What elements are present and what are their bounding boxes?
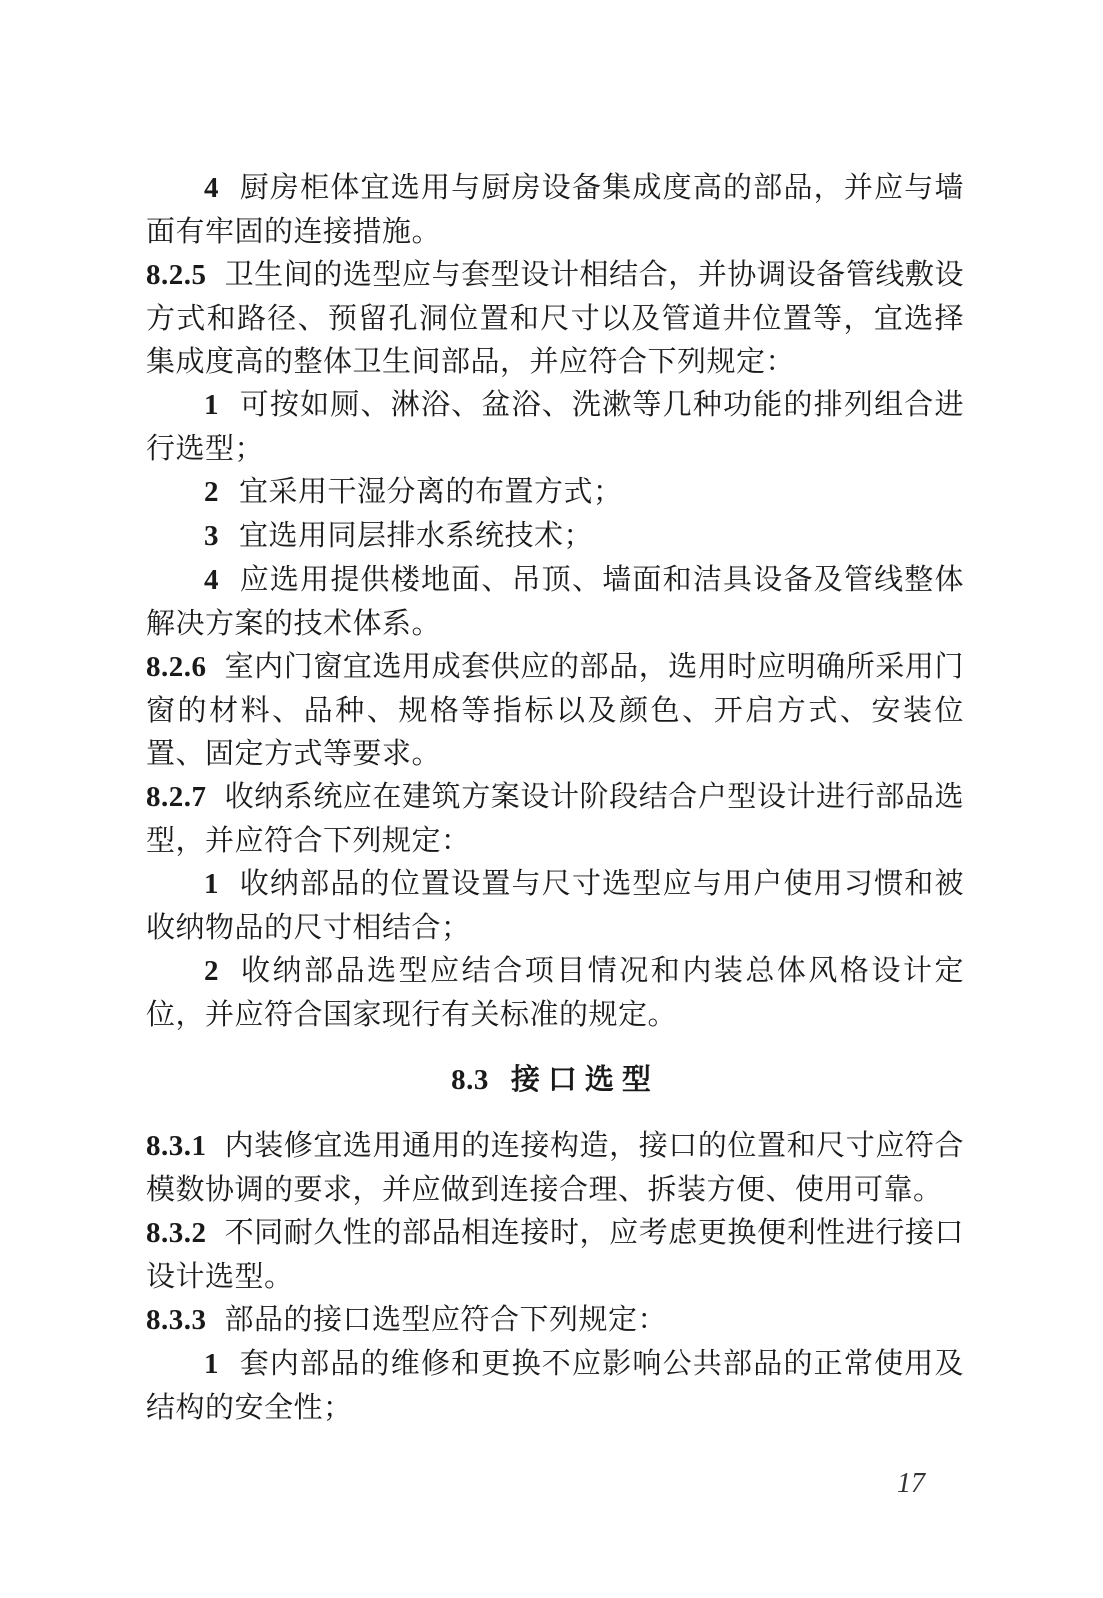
item-number: 2 bbox=[204, 476, 219, 508]
clause-number: 8.3.2 bbox=[146, 1217, 207, 1249]
section-heading bbox=[146, 1058, 964, 1102]
item-number: 1 bbox=[204, 868, 219, 900]
clause-paragraph bbox=[146, 1298, 964, 1342]
item-text: 宜采用干湿分离的布置方式； bbox=[239, 474, 623, 508]
page-number: 17 bbox=[897, 1468, 925, 1499]
item-paragraph bbox=[146, 862, 964, 949]
clause-text: 不同耐久性的部品相连接时，应考虑更换便利性进行接口设计选型。 bbox=[146, 1215, 964, 1293]
item-paragraph bbox=[146, 383, 964, 470]
item-text: 可按如厕、淋浴、盆浴、洗漱等几种功能的排列组合进行选型； bbox=[146, 387, 964, 465]
clause-paragraph bbox=[146, 645, 964, 775]
clause-number: 8.2.7 bbox=[146, 781, 207, 813]
clause-text: 室内门窗宜选用成套供应的部品，选用时应明确所采用门窗的材料、品种、规格等指标以及颜色、开启方式、安装位置、固定方式等要求。 bbox=[146, 649, 964, 770]
clause-number: 8.3.3 bbox=[146, 1304, 207, 1336]
item-text: 套内部品的维修和更换不应影响公共部品的正常使用及结构的安全性； bbox=[146, 1346, 964, 1424]
clause-number: 8.2.5 bbox=[146, 259, 207, 291]
item-text: 厨房柜体宜选用与厨房设备集成度高的部品，并应与墙面有牢固的连接措施。 bbox=[146, 170, 964, 248]
item-paragraph bbox=[146, 514, 964, 558]
clause-paragraph bbox=[146, 1124, 964, 1211]
item-text: 收纳部品选型应结合项目情况和内装总体风格设计定位，并应符合国家现行有关标准的规定。 bbox=[146, 953, 964, 1031]
item-text: 收纳部品的位置设置与尺寸选型应与用户使用习惯和被收纳物品的尺寸相结合； bbox=[146, 866, 964, 944]
clause-paragraph bbox=[146, 1211, 964, 1298]
item-text: 应选用提供楼地面、吊顶、墙面和洁具设备及管线整体解决方案的技术体系。 bbox=[146, 562, 964, 640]
clause-paragraph bbox=[146, 253, 964, 383]
item-number: 4 bbox=[204, 172, 219, 204]
item-paragraph bbox=[146, 1342, 964, 1429]
section-title: 接口选型 bbox=[510, 1062, 659, 1096]
item-paragraph bbox=[146, 470, 964, 514]
clause-text: 收纳系统应在建筑方案设计阶段结合户型设计进行部品选型，并应符合下列规定： bbox=[146, 779, 964, 857]
clause-paragraph bbox=[146, 775, 964, 862]
clause-text: 卫生间的选型应与套型设计相结合，并协调设备管线敷设方式和路径、预留孔洞位置和尺寸以及管道井位置等，宜选择集成度高的整体卫生间部品，并应符合下列规定： bbox=[146, 257, 964, 378]
document-body bbox=[146, 166, 964, 1429]
item-number: 4 bbox=[204, 564, 219, 596]
clause-number: 8.2.6 bbox=[146, 651, 207, 683]
item-number: 3 bbox=[204, 520, 219, 552]
item-paragraph bbox=[146, 166, 964, 253]
clause-text: 内装修宜选用通用的连接构造，接口的位置和尺寸应符合模数协调的要求，并应做到连接合理、拆装方便、使用可靠。 bbox=[146, 1128, 964, 1206]
item-text: 宜选用同层排水系统技术； bbox=[239, 518, 594, 552]
item-paragraph bbox=[146, 949, 964, 1036]
item-number: 2 bbox=[204, 955, 219, 987]
item-number: 1 bbox=[204, 389, 219, 421]
item-number: 1 bbox=[204, 1348, 219, 1380]
clause-number: 8.3.1 bbox=[146, 1130, 207, 1162]
clause-text: 部品的接口选型应符合下列规定： bbox=[224, 1302, 668, 1336]
item-paragraph bbox=[146, 558, 964, 645]
section-number: 8.3 bbox=[451, 1064, 489, 1096]
